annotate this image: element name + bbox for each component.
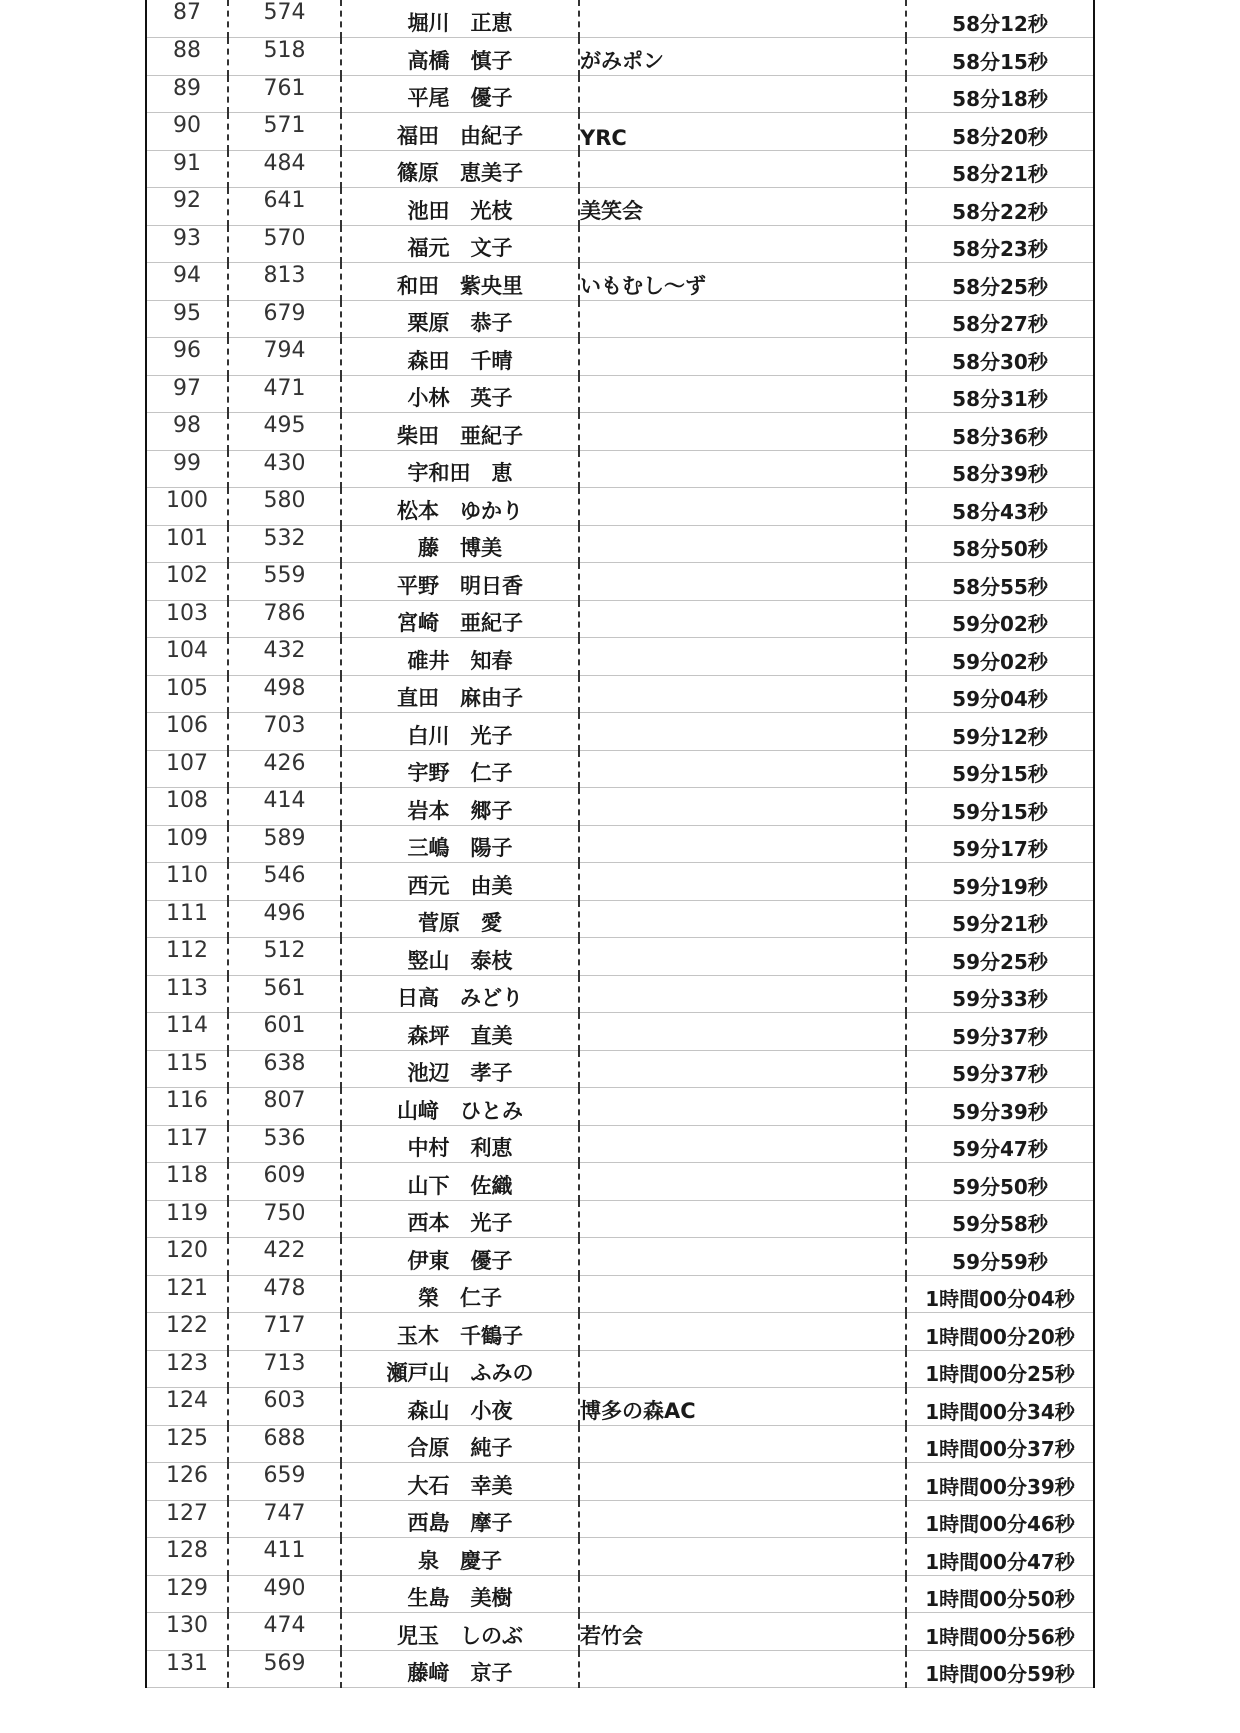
bib-number-cell: 478 <box>228 1275 341 1313</box>
table-row <box>146 338 1094 376</box>
bib-number-cell: 569 <box>228 1650 341 1688</box>
rank-cell: 98 <box>146 413 228 451</box>
bib-number-cell: 603 <box>228 1388 341 1426</box>
table-row <box>146 0 1094 38</box>
rank-cell: 90 <box>146 113 228 151</box>
table-row <box>146 638 1094 676</box>
table-row <box>146 1650 1094 1688</box>
finish-time-cell: 59分33秒 <box>906 975 1094 1013</box>
bib-number-cell: 571 <box>228 113 341 151</box>
runner-name-cell: 高橋 慎子 <box>341 38 579 76</box>
bib-number-cell: 580 <box>228 488 341 526</box>
rank-cell: 121 <box>146 1275 228 1313</box>
club-cell: 博多の森AC <box>579 1388 906 1426</box>
bib-number-cell: 546 <box>228 863 341 901</box>
rank-cell: 126 <box>146 1463 228 1501</box>
runner-name-cell: 森坪 直美 <box>341 1013 579 1051</box>
club-cell: がみポン <box>579 38 906 76</box>
runner-name-cell: 瀬戸山 ふみの <box>341 1350 579 1388</box>
bib-number-cell: 813 <box>228 263 341 301</box>
table-row <box>146 713 1094 751</box>
finish-time-cell: 59分58秒 <box>906 1200 1094 1238</box>
finish-time-cell: 58分36秒 <box>906 413 1094 451</box>
bib-number-cell: 570 <box>228 225 341 263</box>
runner-name-cell: 泉 慶子 <box>341 1538 579 1576</box>
table-row <box>146 1088 1094 1126</box>
bib-number-cell: 498 <box>228 675 341 713</box>
runner-name-cell: 福元 文子 <box>341 225 579 263</box>
runner-name-cell: 碓井 知春 <box>341 638 579 676</box>
table-row <box>146 1275 1094 1313</box>
finish-time-cell: 1時間00分34秒 <box>906 1388 1094 1426</box>
table-row <box>146 150 1094 188</box>
finish-time-cell: 58分12秒 <box>906 0 1094 38</box>
club-cell <box>579 1538 906 1576</box>
runner-name-cell: 岩本 郷子 <box>341 788 579 826</box>
bib-number-cell: 747 <box>228 1500 341 1538</box>
finish-time-cell: 59分12秒 <box>906 713 1094 751</box>
bib-number-cell: 659 <box>228 1463 341 1501</box>
finish-time-cell: 1時間00分59秒 <box>906 1650 1094 1688</box>
table-row <box>146 750 1094 788</box>
runner-name-cell: 森山 小夜 <box>341 1388 579 1426</box>
runner-name-cell: 松本 ゆかり <box>341 488 579 526</box>
club-cell <box>579 1238 906 1276</box>
finish-time-cell: 58分39秒 <box>906 450 1094 488</box>
rank-cell: 101 <box>146 525 228 563</box>
club-cell <box>579 413 906 451</box>
rank-cell: 123 <box>146 1350 228 1388</box>
finish-time-cell: 1時間00分46秒 <box>906 1500 1094 1538</box>
rank-cell: 97 <box>146 375 228 413</box>
bib-number-cell: 561 <box>228 975 341 1013</box>
bib-number-cell: 589 <box>228 825 341 863</box>
rank-cell: 117 <box>146 1125 228 1163</box>
table-row <box>146 600 1094 638</box>
rank-cell: 110 <box>146 863 228 901</box>
runner-name-cell: 篠原 恵美子 <box>341 150 579 188</box>
table-row <box>146 300 1094 338</box>
finish-time-cell: 59分02秒 <box>906 600 1094 638</box>
rank-cell: 118 <box>146 1163 228 1201</box>
runner-name-cell: 池田 光枝 <box>341 188 579 226</box>
bib-number-cell: 495 <box>228 413 341 451</box>
club-cell <box>579 525 906 563</box>
rank-cell: 99 <box>146 450 228 488</box>
finish-time-cell: 58分30秒 <box>906 338 1094 376</box>
finish-time-cell: 1時間00分56秒 <box>906 1613 1094 1651</box>
bib-number-cell: 713 <box>228 1350 341 1388</box>
table-row <box>146 825 1094 863</box>
runner-name-cell: 平尾 優子 <box>341 75 579 113</box>
finish-time-cell: 1時間00分39秒 <box>906 1463 1094 1501</box>
rank-cell: 88 <box>146 38 228 76</box>
runner-name-cell: 山下 佐織 <box>341 1163 579 1201</box>
table-row <box>146 1238 1094 1276</box>
club-cell <box>579 1125 906 1163</box>
bib-number-cell: 638 <box>228 1050 341 1088</box>
table-row <box>146 1200 1094 1238</box>
table-row <box>146 413 1094 451</box>
runner-name-cell: 宇野 仁子 <box>341 750 579 788</box>
rank-cell: 102 <box>146 563 228 601</box>
finish-time-cell: 58分23秒 <box>906 225 1094 263</box>
club-cell <box>579 338 906 376</box>
runner-name-cell: 竪山 泰枝 <box>341 938 579 976</box>
rank-cell: 122 <box>146 1313 228 1351</box>
table-row <box>146 1425 1094 1463</box>
bib-number-cell: 411 <box>228 1538 341 1576</box>
table-row <box>146 1388 1094 1426</box>
rank-cell: 131 <box>146 1650 228 1688</box>
finish-time-cell: 58分27秒 <box>906 300 1094 338</box>
table-row <box>146 900 1094 938</box>
club-cell <box>579 1650 906 1688</box>
club-cell <box>579 788 906 826</box>
finish-time-cell: 58分31秒 <box>906 375 1094 413</box>
finish-time-cell: 59分15秒 <box>906 788 1094 826</box>
club-cell <box>579 450 906 488</box>
bib-number-cell: 679 <box>228 300 341 338</box>
rank-cell: 129 <box>146 1575 228 1613</box>
rank-cell: 113 <box>146 975 228 1013</box>
club-cell <box>579 488 906 526</box>
finish-time-cell: 59分25秒 <box>906 938 1094 976</box>
runner-name-cell: 栗原 恭子 <box>341 300 579 338</box>
rank-cell: 87 <box>146 0 228 38</box>
club-cell <box>579 1200 906 1238</box>
club-cell <box>579 1163 906 1201</box>
table-row <box>146 1500 1094 1538</box>
rank-cell: 115 <box>146 1050 228 1088</box>
club-cell <box>579 938 906 976</box>
table-row <box>146 1125 1094 1163</box>
table-row <box>146 938 1094 976</box>
runner-name-cell: 小林 英子 <box>341 375 579 413</box>
bib-number-cell: 432 <box>228 638 341 676</box>
finish-time-cell: 58分50秒 <box>906 525 1094 563</box>
club-cell <box>579 863 906 901</box>
finish-time-cell: 59分47秒 <box>906 1125 1094 1163</box>
rank-cell: 111 <box>146 900 228 938</box>
rank-cell: 103 <box>146 600 228 638</box>
bib-number-cell: 786 <box>228 600 341 638</box>
bib-number-cell: 688 <box>228 1425 341 1463</box>
bib-number-cell: 559 <box>228 563 341 601</box>
table-row <box>146 1313 1094 1351</box>
runner-name-cell: 福田 由紀子 <box>341 113 579 151</box>
rank-cell: 127 <box>146 1500 228 1538</box>
runner-name-cell: 日高 みどり <box>341 975 579 1013</box>
bib-number-cell: 496 <box>228 900 341 938</box>
bib-number-cell: 422 <box>228 1238 341 1276</box>
runner-name-cell: 合原 純子 <box>341 1425 579 1463</box>
runner-name-cell: 柴田 亜紀子 <box>341 413 579 451</box>
rank-cell: 108 <box>146 788 228 826</box>
club-cell <box>579 638 906 676</box>
finish-time-cell: 59分15秒 <box>906 750 1094 788</box>
finish-time-cell: 59分39秒 <box>906 1088 1094 1126</box>
bib-number-cell: 761 <box>228 75 341 113</box>
rank-cell: 124 <box>146 1388 228 1426</box>
rank-cell: 106 <box>146 713 228 751</box>
finish-time-cell: 58分55秒 <box>906 563 1094 601</box>
table-row <box>146 38 1094 76</box>
runner-name-cell: 山﨑 ひとみ <box>341 1088 579 1126</box>
finish-time-cell: 58分15秒 <box>906 38 1094 76</box>
bib-number-cell: 518 <box>228 38 341 76</box>
runner-name-cell: 西元 由美 <box>341 863 579 901</box>
club-cell <box>579 1350 906 1388</box>
finish-time-cell: 1時間00分50秒 <box>906 1575 1094 1613</box>
runner-name-cell: 中村 利恵 <box>341 1125 579 1163</box>
runner-name-cell: 白川 光子 <box>341 713 579 751</box>
club-cell <box>579 825 906 863</box>
club-cell: 美笑会 <box>579 188 906 226</box>
finish-time-cell: 58分18秒 <box>906 75 1094 113</box>
table-row <box>146 1463 1094 1501</box>
table-row <box>146 975 1094 1013</box>
runner-name-cell: 伊東 優子 <box>341 1238 579 1276</box>
finish-time-cell: 58分21秒 <box>906 150 1094 188</box>
rank-cell: 96 <box>146 338 228 376</box>
finish-time-cell: 58分43秒 <box>906 488 1094 526</box>
runner-name-cell: 三嶋 陽子 <box>341 825 579 863</box>
table-row <box>146 263 1094 301</box>
club-cell <box>579 563 906 601</box>
bib-number-cell: 609 <box>228 1163 341 1201</box>
table-row <box>146 1538 1094 1576</box>
club-cell <box>579 975 906 1013</box>
rank-cell: 104 <box>146 638 228 676</box>
runner-name-cell: 玉木 千鶴子 <box>341 1313 579 1351</box>
finish-time-cell: 1時間00分37秒 <box>906 1425 1094 1463</box>
club-cell <box>579 675 906 713</box>
bib-number-cell: 490 <box>228 1575 341 1613</box>
club-cell <box>579 1575 906 1613</box>
runner-name-cell: 池辺 孝子 <box>341 1050 579 1088</box>
bib-number-cell: 474 <box>228 1613 341 1651</box>
bib-number-cell: 601 <box>228 1013 341 1051</box>
club-cell <box>579 900 906 938</box>
table-row <box>146 863 1094 901</box>
rank-cell: 100 <box>146 488 228 526</box>
finish-time-cell: 58分20秒 <box>906 113 1094 151</box>
table-row <box>146 375 1094 413</box>
table-row <box>146 1575 1094 1613</box>
rank-cell: 95 <box>146 300 228 338</box>
finish-time-cell: 58分22秒 <box>906 188 1094 226</box>
rank-cell: 114 <box>146 1013 228 1051</box>
club-cell <box>579 225 906 263</box>
club-cell <box>579 1500 906 1538</box>
club-cell <box>579 375 906 413</box>
finish-time-cell: 59分37秒 <box>906 1013 1094 1051</box>
rank-cell: 105 <box>146 675 228 713</box>
table-row <box>146 675 1094 713</box>
bib-number-cell: 641 <box>228 188 341 226</box>
finish-time-cell: 59分17秒 <box>906 825 1094 863</box>
runner-name-cell: 藤 博美 <box>341 525 579 563</box>
table-row <box>146 488 1094 526</box>
table-row <box>146 188 1094 226</box>
runner-name-cell: 大石 幸美 <box>341 1463 579 1501</box>
rank-cell: 94 <box>146 263 228 301</box>
table-row <box>146 525 1094 563</box>
club-cell <box>579 150 906 188</box>
club-cell <box>579 1050 906 1088</box>
finish-time-cell: 1時間00分04秒 <box>906 1275 1094 1313</box>
rank-cell: 125 <box>146 1425 228 1463</box>
club-cell <box>579 1313 906 1351</box>
table-row <box>146 113 1094 151</box>
bib-number-cell: 536 <box>228 1125 341 1163</box>
club-cell <box>579 1275 906 1313</box>
runner-name-cell: 西本 光子 <box>341 1200 579 1238</box>
runner-name-cell: 宇和田 恵 <box>341 450 579 488</box>
club-cell: いもむし～ず <box>579 263 906 301</box>
finish-time-cell: 59分59秒 <box>906 1238 1094 1276</box>
bib-number-cell: 430 <box>228 450 341 488</box>
finish-time-cell: 58分25秒 <box>906 263 1094 301</box>
finish-time-cell: 59分04秒 <box>906 675 1094 713</box>
runner-name-cell: 児玉 しのぶ <box>341 1613 579 1651</box>
rank-cell: 93 <box>146 225 228 263</box>
bib-number-cell: 484 <box>228 150 341 188</box>
table-row <box>146 75 1094 113</box>
results-table <box>145 0 1095 1688</box>
table-row <box>146 225 1094 263</box>
rank-cell: 89 <box>146 75 228 113</box>
rank-cell: 91 <box>146 150 228 188</box>
bib-number-cell: 750 <box>228 1200 341 1238</box>
rank-cell: 128 <box>146 1538 228 1576</box>
club-cell <box>579 1088 906 1126</box>
results-body <box>146 0 1094 1688</box>
bib-number-cell: 703 <box>228 713 341 751</box>
table-row <box>146 450 1094 488</box>
rank-cell: 116 <box>146 1088 228 1126</box>
runner-name-cell: 藤﨑 京子 <box>341 1650 579 1688</box>
rank-cell: 107 <box>146 750 228 788</box>
rank-cell: 109 <box>146 825 228 863</box>
runner-name-cell: 菅原 愛 <box>341 900 579 938</box>
club-cell <box>579 0 906 38</box>
club-cell: YRC <box>579 113 906 151</box>
runner-name-cell: 榮 仁子 <box>341 1275 579 1313</box>
rank-cell: 119 <box>146 1200 228 1238</box>
finish-time-cell: 1時間00分47秒 <box>906 1538 1094 1576</box>
runner-name-cell: 宮崎 亜紀子 <box>341 600 579 638</box>
bib-number-cell: 426 <box>228 750 341 788</box>
runner-name-cell: 堀川 正恵 <box>341 0 579 38</box>
bib-number-cell: 807 <box>228 1088 341 1126</box>
runner-name-cell: 西島 摩子 <box>341 1500 579 1538</box>
table-row <box>146 1350 1094 1388</box>
table-row <box>146 1013 1094 1051</box>
table-row <box>146 1050 1094 1088</box>
bib-number-cell: 717 <box>228 1313 341 1351</box>
finish-time-cell: 59分50秒 <box>906 1163 1094 1201</box>
club-cell <box>579 1013 906 1051</box>
bib-number-cell: 414 <box>228 788 341 826</box>
bib-number-cell: 512 <box>228 938 341 976</box>
bib-number-cell: 471 <box>228 375 341 413</box>
bib-number-cell: 794 <box>228 338 341 376</box>
finish-time-cell: 1時間00分20秒 <box>906 1313 1094 1351</box>
club-cell <box>579 750 906 788</box>
club-cell: 若竹会 <box>579 1613 906 1651</box>
table-row <box>146 1613 1094 1651</box>
rank-cell: 112 <box>146 938 228 976</box>
bib-number-cell: 532 <box>228 525 341 563</box>
rank-cell: 92 <box>146 188 228 226</box>
runner-name-cell: 和田 紫央里 <box>341 263 579 301</box>
runner-name-cell: 平野 明日香 <box>341 563 579 601</box>
club-cell <box>579 75 906 113</box>
finish-time-cell: 59分02秒 <box>906 638 1094 676</box>
club-cell <box>579 1463 906 1501</box>
club-cell <box>579 300 906 338</box>
finish-time-cell: 59分19秒 <box>906 863 1094 901</box>
runner-name-cell: 直田 麻由子 <box>341 675 579 713</box>
club-cell <box>579 1425 906 1463</box>
table-row <box>146 1163 1094 1201</box>
rank-cell: 130 <box>146 1613 228 1651</box>
finish-time-cell: 59分21秒 <box>906 900 1094 938</box>
club-cell <box>579 600 906 638</box>
table-row <box>146 563 1094 601</box>
rank-cell: 120 <box>146 1238 228 1276</box>
runner-name-cell: 森田 千晴 <box>341 338 579 376</box>
finish-time-cell: 1時間00分25秒 <box>906 1350 1094 1388</box>
bib-number-cell: 574 <box>228 0 341 38</box>
runner-name-cell: 生島 美樹 <box>341 1575 579 1613</box>
table-row <box>146 788 1094 826</box>
finish-time-cell: 59分37秒 <box>906 1050 1094 1088</box>
club-cell <box>579 713 906 751</box>
